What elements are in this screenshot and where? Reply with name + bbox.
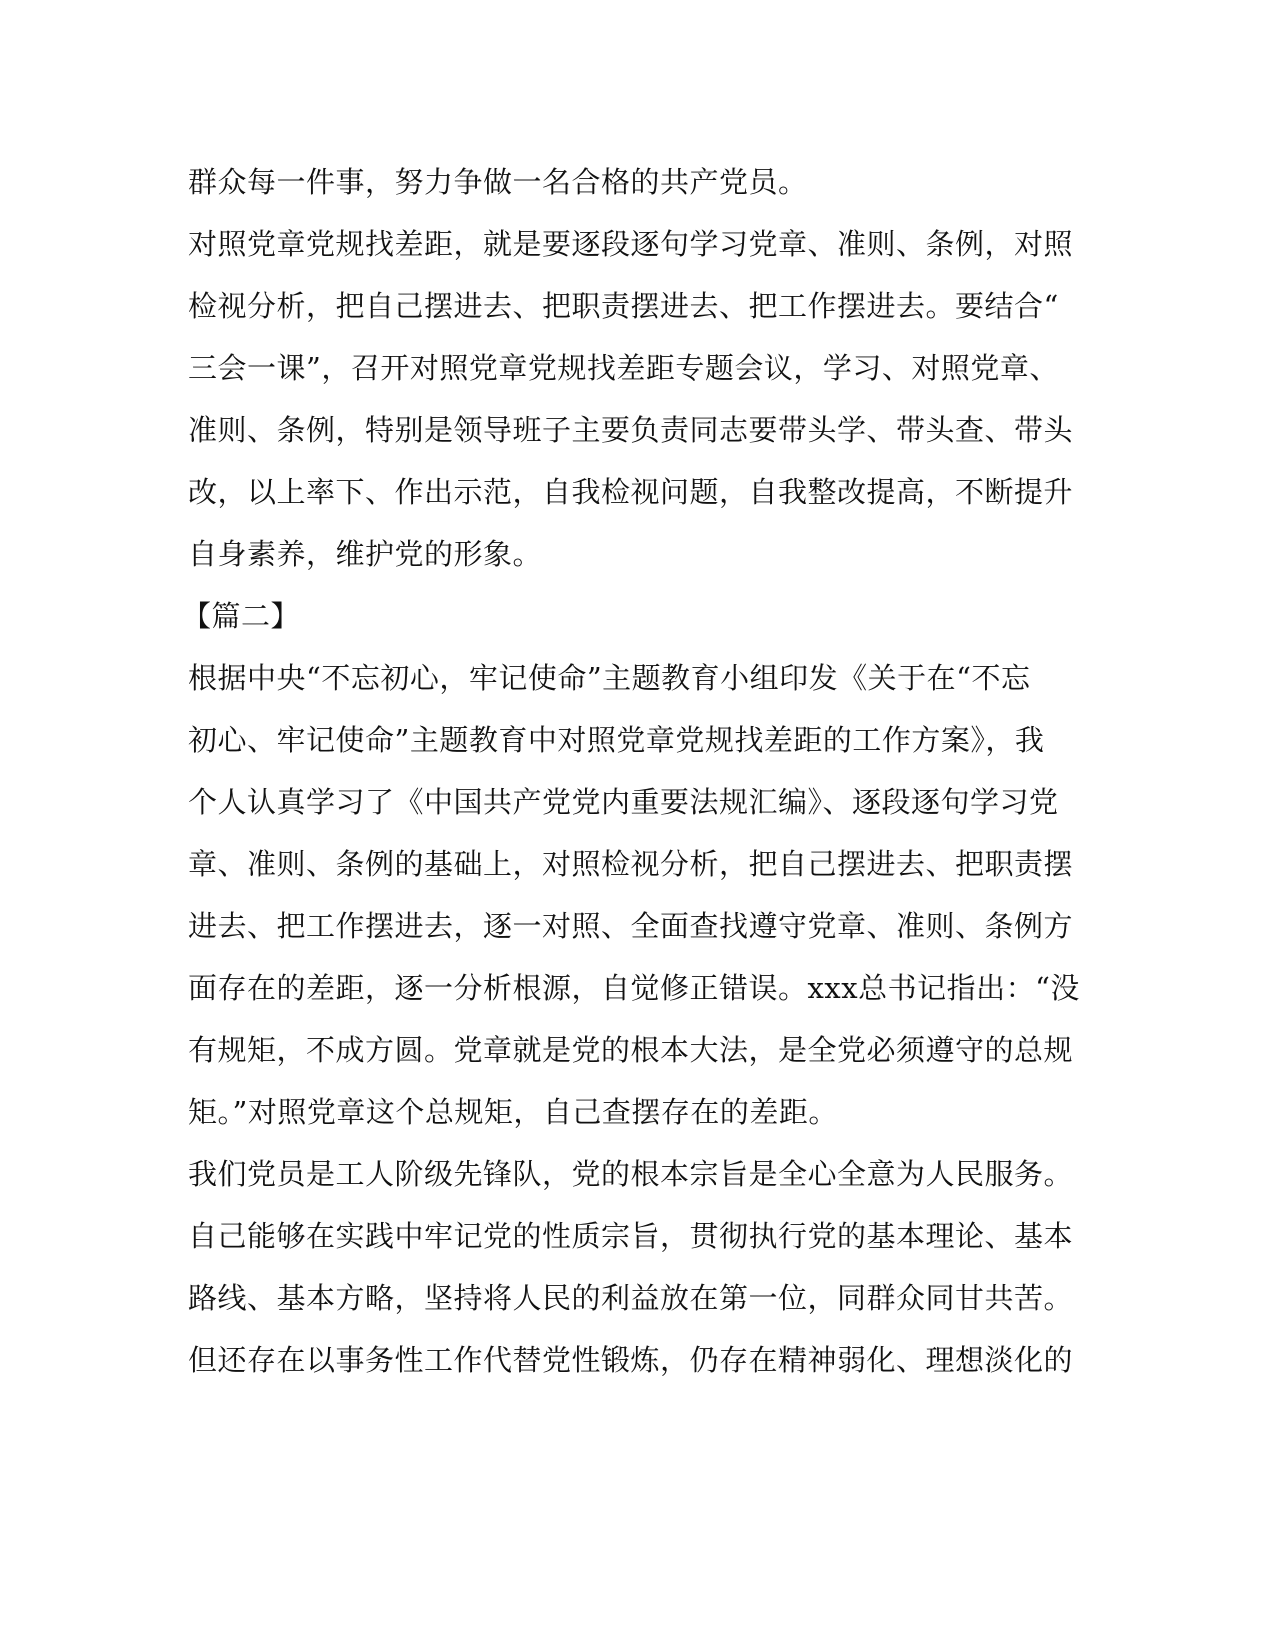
text-line: 自身素养，维护党的形象。 [188,537,543,571]
text-line: 个人认真学习了《中国共产党党内重要法规汇编》、逐段逐句学习党 [188,785,1059,819]
text-line: 对照党章党规找差距，就是要逐段逐句学习党章、准则、条例，对照 [188,227,1074,261]
text-line: 三会一课”，召开对照党章党规找差距专题会议，学习、对照党章、 [188,351,1059,385]
text-line: 检视分析，把自己摆进去、把职责摆进去、把工作摆进去。要结合“ [188,289,1059,323]
text-line: 我们党员是工人阶级先锋队，党的根本宗旨是全心全意为人民服务。 [188,1157,1074,1191]
text-line: 根据中央“不忘初心，牢记使命”主题教育小组印发《关于在“不忘 [188,661,1031,695]
section-heading: 【篇二】 [182,599,301,633]
text-line: 群众每一件事，努力争做一名合格的共产党员。 [188,165,808,199]
text-line: 路线、基本方略，坚持将人民的利益放在第一位，同群众同甘共苦。 [188,1281,1074,1315]
text-line: 矩。”对照党章这个总规矩，自己查摆存在的差距。 [188,1095,838,1129]
text-line: 改，以上率下、作出示范，自我检视问题，自我整改提高，不断提升 [188,475,1074,509]
text-line: 有规矩，不成方圆。党章就是党的根本大法，是全党必须遵守的总规 [188,1033,1074,1067]
text-line: 初心、牢记使命”主题教育中对照党章党规找差距的工作方案》，我 [188,723,1045,757]
text-line: 面存在的差距，逐一分析根源，自觉修正错误。xxx总书记指出：“没 [188,971,1080,1005]
text-line: 准则、条例，特别是领导班子主要负责同志要带头学、带头查、带头 [188,413,1074,447]
text-line: 进去、把工作摆进去，逐一对照、全面查找遵守党章、准则、条例方 [188,909,1074,943]
text-line: 自己能够在实践中牢记党的性质宗旨，贯彻执行党的基本理论、基本 [188,1219,1074,1253]
text-line: 章、准则、条例的基础上，对照检视分析，把自己摆进去、把职责摆 [188,847,1074,881]
text-line: 但还存在以事务性工作代替党性锻炼，仍存在精神弱化、理想淡化的 [188,1343,1074,1377]
